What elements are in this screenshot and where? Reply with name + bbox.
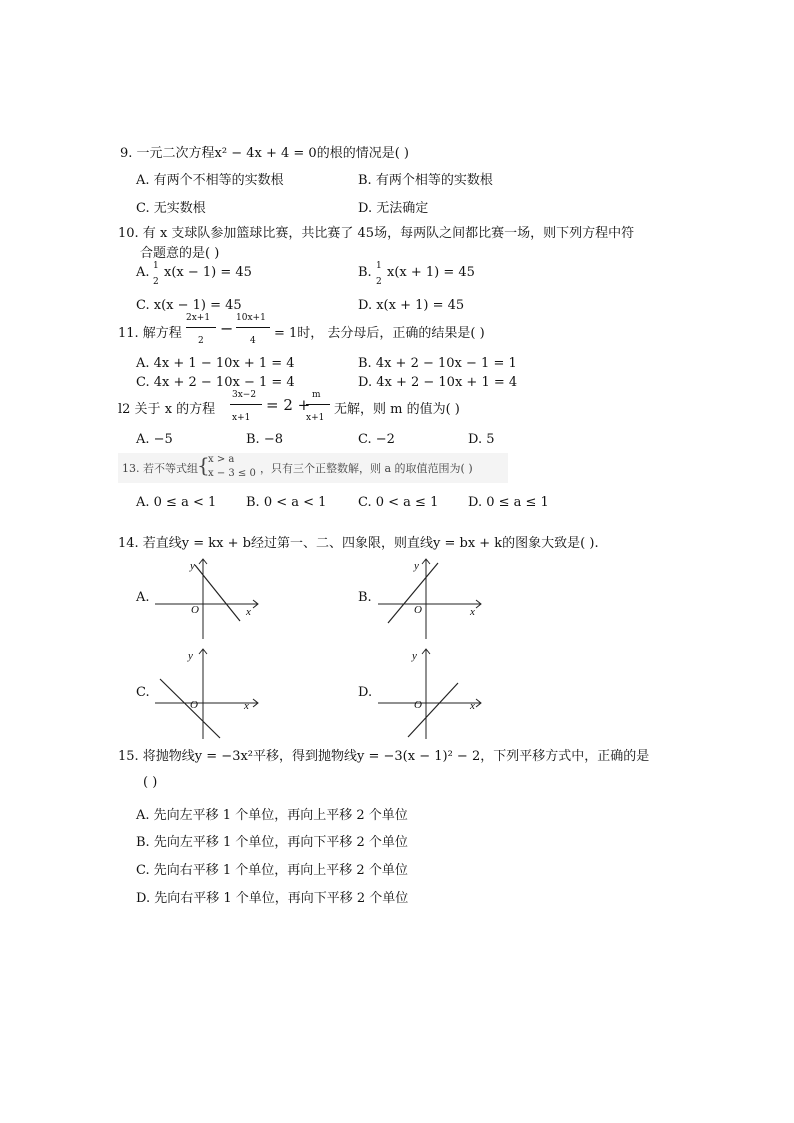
q14-graph-c-x-label: x — [244, 700, 249, 712]
q11-option-c: C. 4x + 2 − 10x − 1 = 4 — [136, 375, 295, 390]
q13-option-a: A. 0 ≤ a < 1 — [136, 495, 217, 510]
q12-fraction1-num: 3x−2 — [232, 390, 257, 400]
q11-fraction2-bar — [236, 327, 270, 328]
question-15-stem-line1: 15. 将抛物线y = −3x²平移，得到抛物线y = −3(x − 1)² − 2，下列平移方式中，正确的是 — [118, 749, 650, 764]
question-11-prefix: 11. 解方程 — [118, 326, 182, 341]
q12-option-d: D. 5 — [468, 432, 495, 447]
q13-rest: ，只有三个正整数解，则 a 的取值范围为( ) — [260, 462, 473, 475]
q10-option-a-expression: x(x − 1) = 45 — [164, 265, 252, 280]
q10-option-d: D. x(x + 1) = 45 — [358, 298, 465, 313]
q9-option-b: B. 有两个相等的实数根 — [358, 173, 493, 188]
q12-fraction2-den: x+1 — [306, 413, 325, 423]
q11-fraction2-num: 10x+1 — [236, 313, 266, 323]
graph-line — [388, 563, 438, 623]
q10-option-a-fraction-den: 2 — [153, 277, 159, 287]
question-15-stem-line2: ( ) — [143, 775, 158, 790]
q11-option-d: D. 4x + 2 − 10x + 1 = 4 — [358, 375, 518, 390]
q12-fraction2-bar — [306, 404, 330, 405]
q11-fraction1-num: 2x+1 — [186, 313, 211, 323]
q12-fraction1-den: x+1 — [232, 413, 251, 423]
q15-option-d: D. 先向右平移 1 个单位，再向下平移 2 个单位 — [136, 891, 409, 906]
q14-graph-c — [150, 645, 270, 740]
q14-graph-c-origin-label: O — [190, 699, 198, 711]
q11-fraction1-bar — [186, 327, 216, 328]
q11-fraction2-den: 4 — [250, 336, 256, 346]
q13-option-c: C. 0 < a ≤ 1 — [358, 495, 439, 510]
q9-option-d: D. 无法确定 — [358, 201, 429, 216]
q9-option-c: C. 无实数根 — [136, 201, 206, 216]
q14-graph-a-origin-label: O — [191, 604, 199, 616]
question-13-prefix: 13. 若不等式组 — [122, 462, 198, 475]
q14-option-b-label: B. — [358, 590, 372, 605]
q14-graph-c-y-label: y — [188, 650, 193, 662]
q12-option-a: A. −5 — [136, 432, 173, 447]
q12-equals-two-plus: = 2 + — [266, 396, 311, 414]
q13-option-d: D. 0 ≤ a ≤ 1 — [468, 495, 549, 510]
q14-option-a-label: A. — [136, 590, 150, 605]
q14-graph-b-x-label: x — [470, 606, 475, 618]
q14-graph-b-origin-label: O — [414, 604, 422, 616]
q14-graph-d — [373, 645, 493, 740]
q14-graph-d-origin-label: O — [414, 699, 422, 711]
q11-option-b: B. 4x + 2 − 10x − 1 = 1 — [358, 356, 517, 371]
q12-option-b: B. −8 — [246, 432, 283, 447]
q14-graph-a-y-label: y — [190, 560, 195, 572]
q11-minus: − — [220, 319, 234, 338]
q10-option-b-label: B. — [358, 265, 372, 280]
q11-rest: = 1时， 去分母后，正确的结果是( ) — [274, 326, 485, 341]
q13-inequality-2: x − 3 ≤ 0 — [208, 468, 256, 479]
question-10-stem-line1: 10. 有 x 支球队参加篮球比赛，共比赛了 45场，每两队之间都比赛一场，则下列方程中符 — [118, 226, 635, 241]
q10-option-b-fraction-den: 2 — [376, 277, 382, 287]
q14-graph-b-y-label: y — [414, 560, 419, 572]
q14-option-d-label: D. — [358, 685, 373, 700]
q15-option-a: A. 先向左平移 1 个单位，再向上平移 2 个单位 — [136, 808, 408, 823]
q14-option-c-label: C. — [136, 685, 150, 700]
q14-graph-b — [373, 555, 493, 640]
q10-option-a-fraction-num: 1 — [153, 261, 159, 271]
q14-graph-d-x-label: x — [470, 700, 475, 712]
q12-rest: 无解，则 m 的值为( ) — [334, 402, 460, 417]
q12-option-c: C. −2 — [358, 432, 395, 447]
question-12-prefix: l2 关于 x 的方程 — [118, 402, 216, 417]
q10-option-a-label: A. — [136, 265, 150, 280]
q14-graph-d-y-label: y — [412, 650, 417, 662]
q10-option-b-fraction-num: 1 — [376, 261, 382, 271]
q13-inequality-1: x > a — [208, 454, 235, 465]
q10-option-b-expression: x(x + 1) = 45 — [387, 265, 475, 280]
q10-option-c: C. x(x − 1) = 45 — [136, 298, 242, 313]
question-9-stem: 9. 一元二次方程x² − 4x + 4 = 0的根的情况是( ) — [120, 146, 409, 161]
q15-option-b: B. 先向左平移 1 个单位，再向下平移 2 个单位 — [136, 835, 408, 850]
q13-brace: { — [197, 453, 210, 477]
q11-fraction1-den: 2 — [198, 336, 204, 346]
q9-option-a: A. 有两个不相等的实数根 — [136, 173, 284, 188]
q13-option-b: B. 0 < a < 1 — [246, 495, 327, 510]
question-10-stem-line2: 合题意的是( ) — [140, 246, 220, 261]
q15-option-c: C. 先向右平移 1 个单位，再向上平移 2 个单位 — [136, 863, 408, 878]
q12-fraction2-num: m — [312, 390, 321, 400]
question-14-stem: 14. 若直线y = kx + b经过第一、二、四象限，则直线y = bx + k的图象大致是( ). — [118, 536, 599, 551]
q14-graph-a — [150, 555, 270, 640]
q12-fraction1-bar — [230, 404, 262, 405]
q11-option-a: A. 4x + 1 − 10x + 1 = 4 — [136, 356, 295, 371]
graph-line — [195, 565, 240, 621]
q14-graph-a-x-label: x — [246, 606, 251, 618]
